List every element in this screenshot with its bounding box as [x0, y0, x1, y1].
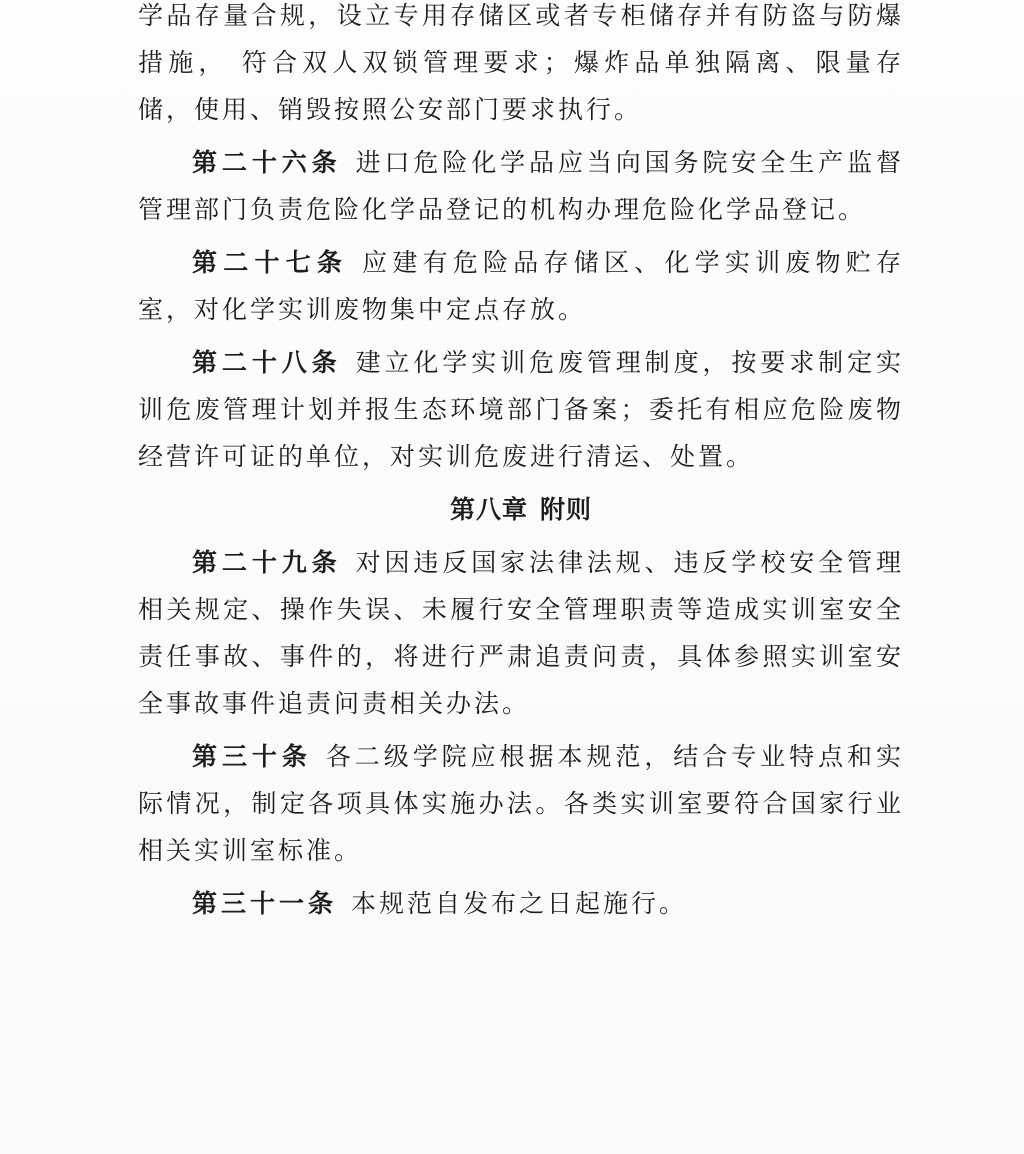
article-28-text: 建立化学实训危废管理制度，按要求制定实训危废管理计划并报生态环境部门备案；委托有相应危险废物经营许可证的单位，对实训危废进行清运、处置。: [138, 348, 904, 471]
article-31-number: 第三十一条: [192, 889, 338, 918]
article-27: [138, 239, 904, 333]
article-28: [138, 339, 904, 480]
chapter-8-number: 第八章: [449, 495, 528, 524]
article-26-number: 第二十六条: [192, 148, 342, 177]
article-31-text: 本规范自发布之日起施行。: [351, 889, 688, 918]
article-30-number: 第三十条: [192, 742, 312, 771]
article-28-number: 第二十八条: [192, 348, 342, 377]
chapter-8-title: [138, 486, 904, 533]
article-30: [138, 733, 904, 874]
document-body: [138, 0, 904, 933]
article-29-text: 对因违反国家法律法规、违反学校安全管理相关规定、操作失误、未履行安全管理职责等造成实训室安全责任事故、事件的，将进行严肃追责问责，具体参照实训室安全事故事件追责问责相关办法。: [138, 548, 904, 718]
article-26: [138, 139, 904, 233]
article-27-number: 第二十七条: [192, 248, 349, 277]
article-29: [138, 539, 904, 727]
article-27-text: 应建有危险品存储区、化学实训废物贮存室，对化学实训废物集中定点存放。: [138, 248, 904, 324]
article-31: [138, 880, 904, 927]
article-30-text: 各二级学院应根据本规范，结合专业特点和实际情况，制定各项具体实施办法。各类实训室要符合国家行业相关实训室标准。: [138, 742, 904, 865]
chapter-8-name: 附则: [540, 495, 593, 524]
article-26-text: 进口危险化学品应当向国务院安全生产监督管理部门负责危险化学品登记的机构办理危险化学品登记。: [138, 148, 904, 224]
article-29-number: 第二十九条: [192, 548, 342, 577]
paragraph-intro: 学品存量合规，设立专用存储区或者专柜储存并有防盗与防爆措施， 符合双人双锁管理要求；爆炸品单独隔离、限量存储，使用、销毁按照公安部门要求执行。: [138, 1, 904, 124]
